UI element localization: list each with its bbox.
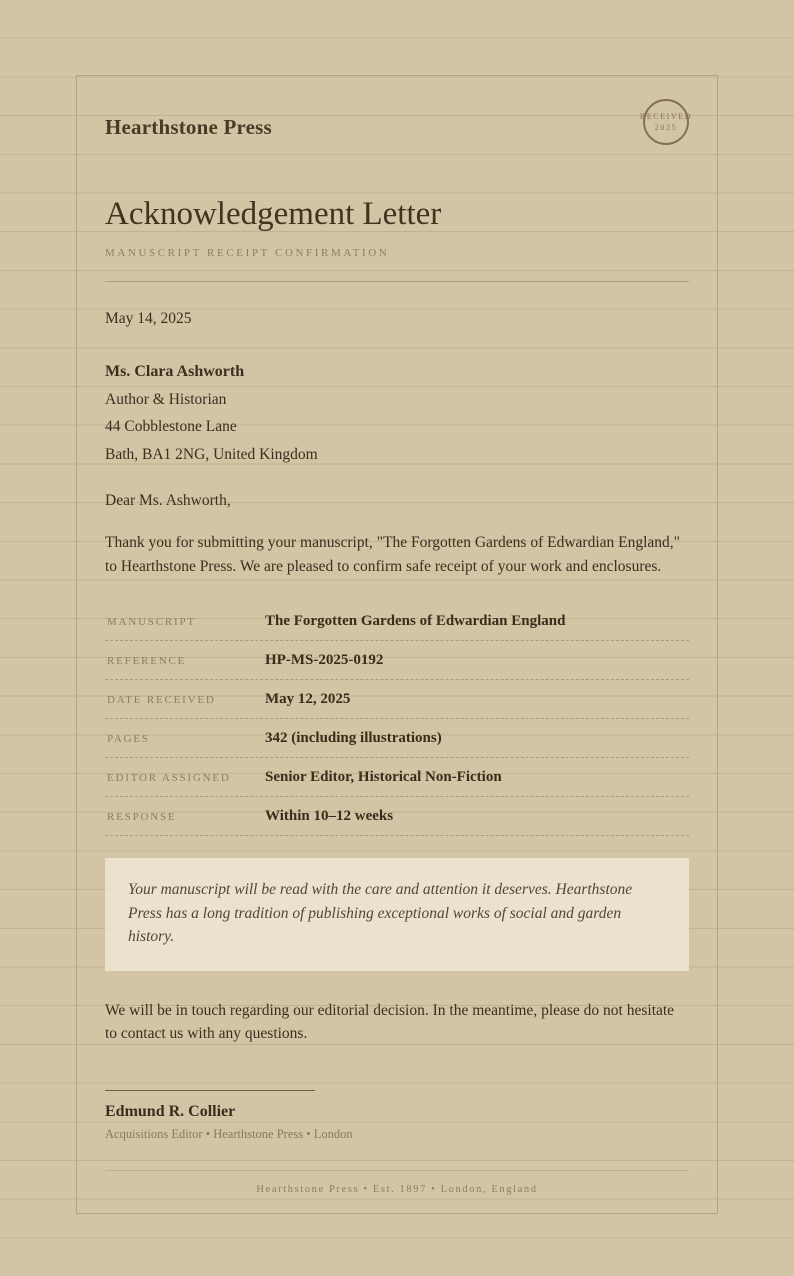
salutation: Dear Ms. Ashworth, [105, 492, 231, 509]
row-value: May 12, 2025 [265, 691, 351, 707]
header-divider [105, 281, 689, 282]
signature-block [105, 1090, 689, 1142]
table-row [105, 680, 689, 719]
recipient-address [105, 358, 689, 468]
recipient-city: Bath, BA1 2NG, United Kingdom [105, 445, 318, 463]
row-label: RESPONSE [107, 811, 177, 823]
letter-date: May 14, 2025 [105, 310, 192, 327]
received-stamp [639, 99, 693, 145]
stamp-received-text: RECEIVED [639, 112, 693, 121]
stamp-year-text: 2025 [654, 123, 678, 132]
editorial-note-callout: Your manuscript will be read with the care and attention it deserves. Hearthstone Press has a long tradition of publishing exceptional works of social and garden history. [105, 858, 689, 971]
row-value: The Forgotten Gardens of Edwardian England [265, 613, 566, 629]
table-row [105, 719, 689, 758]
signature-line [105, 1090, 315, 1091]
letter-header [105, 112, 693, 164]
row-label: DATE RECEIVED [107, 694, 216, 706]
row-value: Senior Editor, Historical Non-Fiction [265, 769, 502, 785]
row-value: Within 10–12 weeks [265, 808, 394, 824]
recipient-role: Author & Historian [105, 390, 227, 408]
manuscript-details-table [105, 602, 689, 836]
letter-footer: Hearthstone Press • Est. 1897 • London, England [105, 1170, 689, 1213]
table-row [105, 758, 689, 797]
page-title: Acknowledgement Letter [105, 196, 442, 232]
row-value: 342 (including illustrations) [265, 730, 442, 746]
recipient-name: Ms. Clara Ashworth [105, 363, 245, 380]
table-row [105, 797, 689, 836]
recipient-street: 44 Cobblestone Lane [105, 418, 237, 435]
publisher-name: Hearthstone Press [105, 115, 272, 139]
signatory-name: Edmund R. Collier [105, 1102, 236, 1120]
table-row [105, 641, 689, 680]
table-row [105, 602, 689, 641]
signatory-title: Acquisitions Editor • Hearthstone Press • London [105, 1126, 353, 1141]
closing-paragraph: We will be in touch regarding our editorial decision. In the meantime, please do not hesitate to contact us with any questions. [105, 1001, 675, 1042]
row-label: REFERENCE [107, 655, 187, 667]
letter-card [76, 75, 718, 1214]
body-paragraph: Thank you for submitting your manuscript, "The Forgotten Gardens of Edwardian England," to Hearthstone Press. We are pleased to confirm safe receipt of your work and enclosures. [105, 534, 680, 575]
row-value: HP-MS-2025-0192 [265, 652, 384, 668]
row-label: PAGES [107, 733, 150, 745]
row-label: MANUSCRIPT [107, 616, 196, 628]
row-label: EDITOR ASSIGNED [107, 772, 231, 784]
page-subtitle: MANUSCRIPT RECEIPT CONFIRMATION [105, 247, 390, 259]
